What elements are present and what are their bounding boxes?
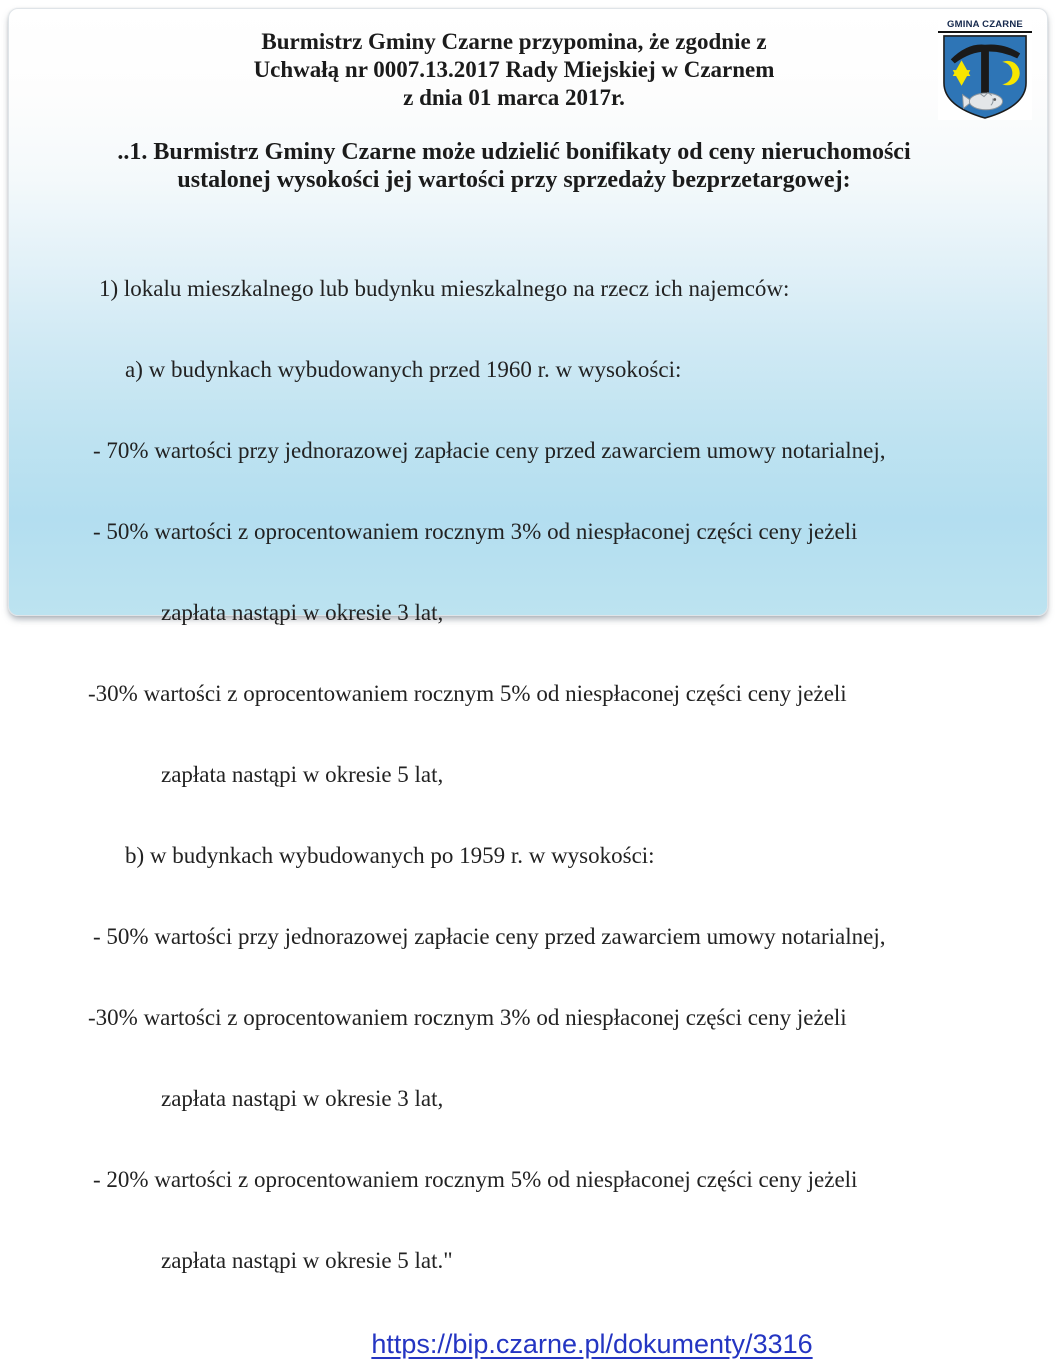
gmina-czarne-coat-of-arms: [938, 17, 1032, 120]
body-line: - 70% wartości przy jednorazowej zapłacie ceny przed zawarciem umowy notarialnej,: [93, 438, 886, 463]
title-line-1: Burmistrz Gminy Czarne przypomina, że zgodnie z: [261, 29, 767, 54]
title-line-2: Uchwałą nr 0007.13.2017 Rady Miejskiej w Czarnem: [253, 57, 775, 82]
body-line: zapłata nastąpi w okresie 5 lat,: [161, 762, 444, 787]
intro-line-1: ..1. Burmistrz Gminy Czarne może udzielić bonifikaty od ceny nieruchomości: [117, 139, 911, 165]
body-line: zapłata nastąpi w okresie 3 lat,: [161, 1086, 444, 1111]
body-line: - 20% wartości z oprocentowaniem rocznym 5% od niespłaconej części ceny jeżeli: [93, 1167, 858, 1192]
body-line: a) w budynkach wybudowanych przed 1960 r. w wysokości:: [125, 357, 682, 382]
title-line-3: z dnia 01 marca 2017r.: [403, 85, 625, 110]
body-line: b) w budynkach wybudowanych po 1959 r. w wysokości:: [125, 843, 655, 868]
body-line: - 50% wartości przy jednorazowej zapłacie ceny przed zawarciem umowy notarialnej,: [93, 924, 886, 949]
announcement-slide: [8, 8, 1048, 1359]
body-line: -30% wartości z oprocentowaniem rocznym 5% od niespłaconej części ceny jeżeli: [88, 681, 847, 706]
body-line: - 50% wartości z oprocentowaniem rocznym 3% od niespłaconej części ceny jeżeli: [93, 519, 858, 544]
document-link[interactable]: https://bip.czarne.pl/dokumenty/3316: [371, 1329, 813, 1359]
document-link-row: [9, 1329, 1047, 1360]
intro-line-2: ustalonej wysokości jej wartości przy sprzedaży bezprzetargowej:: [177, 167, 851, 193]
shield-icon: [941, 34, 1029, 120]
body-line: zapłata nastąpi w okresie 5 lat.": [161, 1248, 453, 1273]
crescent-icon: [990, 61, 1020, 85]
body-line: 1) lokalu mieszkalnego lub budynku mieszkalnego na rzecz ich najemców:: [99, 276, 790, 301]
regulation-list: [9, 221, 1047, 1328]
body-line: zapłata nastąpi w okresie 3 lat,: [161, 600, 444, 625]
intro-paragraph: [9, 138, 1047, 194]
page-title: [9, 28, 1047, 112]
crest-label: GMINA CZARNE: [938, 17, 1032, 33]
body-line: -30% wartości z oprocentowaniem rocznym 3% od niespłaconej części ceny jeżeli: [88, 1005, 847, 1030]
